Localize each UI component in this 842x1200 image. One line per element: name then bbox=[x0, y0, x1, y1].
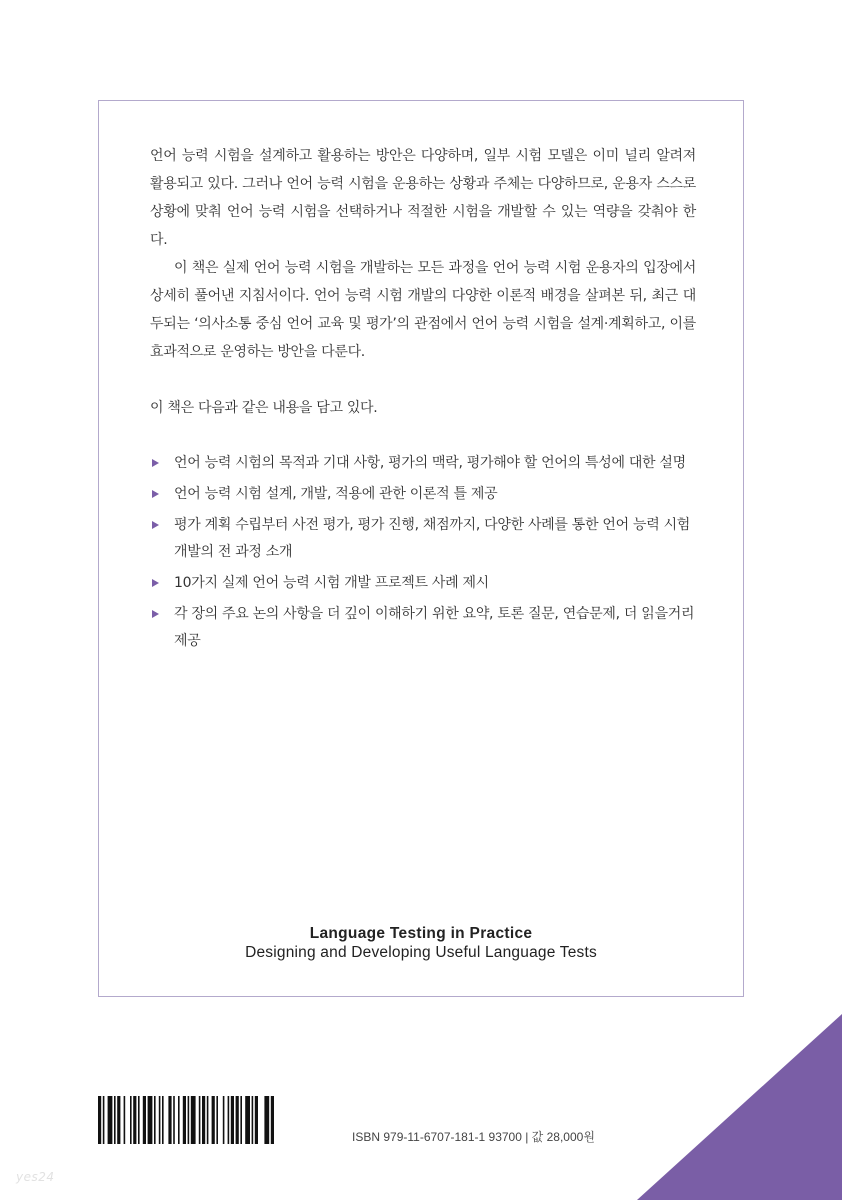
list-item bbox=[150, 570, 696, 597]
list-item-text: 10가지 실제 언어 능력 시험 개발 프로젝트 사례 제시 bbox=[174, 575, 489, 591]
list-item-text: 언어 능력 시험 설계, 개발, 적용에 관한 이론적 틀 제공 bbox=[174, 486, 498, 502]
list-item bbox=[150, 601, 696, 655]
triangle-right-icon bbox=[152, 610, 159, 618]
triangle-right-icon bbox=[152, 579, 159, 587]
list-item bbox=[150, 450, 696, 477]
list-item bbox=[150, 512, 696, 566]
list-item-text: 각 장의 주요 논의 사항을 더 깊이 이해하기 위한 요약, 토론 질문, 연습문제, 더 읽을거리 제공 bbox=[174, 606, 695, 649]
triangle-right-icon bbox=[152, 521, 159, 529]
triangle-right-icon bbox=[152, 459, 159, 467]
watermark-logo: yes24 bbox=[16, 1170, 55, 1184]
isbn-price: ISBN 979-11-6707-181-1 93700 | 값 28,000원 bbox=[352, 1130, 595, 1144]
triangle-right-icon bbox=[152, 490, 159, 498]
list-item-text: 언어 능력 시험의 목적과 기대 사항, 평가의 맥락, 평가해야 할 언어의 특성에 대한 설명 bbox=[174, 455, 686, 471]
original-subtitle: Designing and Developing Useful Language Tests bbox=[245, 944, 597, 961]
corner-triangle bbox=[637, 1014, 842, 1200]
book-description bbox=[150, 142, 696, 659]
contents-list bbox=[150, 450, 696, 655]
barcode-icon bbox=[98, 1096, 338, 1144]
contents-intro: 이 책은 다음과 같은 내용을 담고 있다. bbox=[150, 400, 378, 416]
description-paragraph: 이 책은 실제 언어 능력 시험을 개발하는 모든 과정을 언어 능력 시험 운용자의 입장에서 상세히 풀어낸 지침서이다. 언어 능력 시험 개발의 다양한 이론적 배경을 살펴본 뒤, 최근 대두되는 ‘의사소통 중심 언어 교육 및 평가’의 관점에서 언어 능력 시험을 설계·계획하고, 이를 효과적으로 운영하는 방안을 다룬다. bbox=[150, 260, 696, 360]
list-item-text: 평가 계획 수립부터 사전 평가, 평가 진행, 채점까지, 다양한 사례를 통한 언어 능력 시험 개발의 전 과정 소개 bbox=[174, 517, 691, 560]
list-item bbox=[150, 481, 696, 508]
original-title: Language Testing in Practice bbox=[309, 925, 533, 942]
description-paragraph: 언어 능력 시험을 설계하고 활용하는 방안은 다양하며, 일부 시험 모델은 이미 널리 알려져 활용되고 있다. 그러나 언어 능력 시험을 운용하는 상황과 주체는 다양하므로, 운용자 스스로 상황에 맞춰 언어 능력 시험을 선택하거나 적절한 시험을 개발할 수 있는 역량을 갖춰야 한다. bbox=[150, 148, 696, 248]
